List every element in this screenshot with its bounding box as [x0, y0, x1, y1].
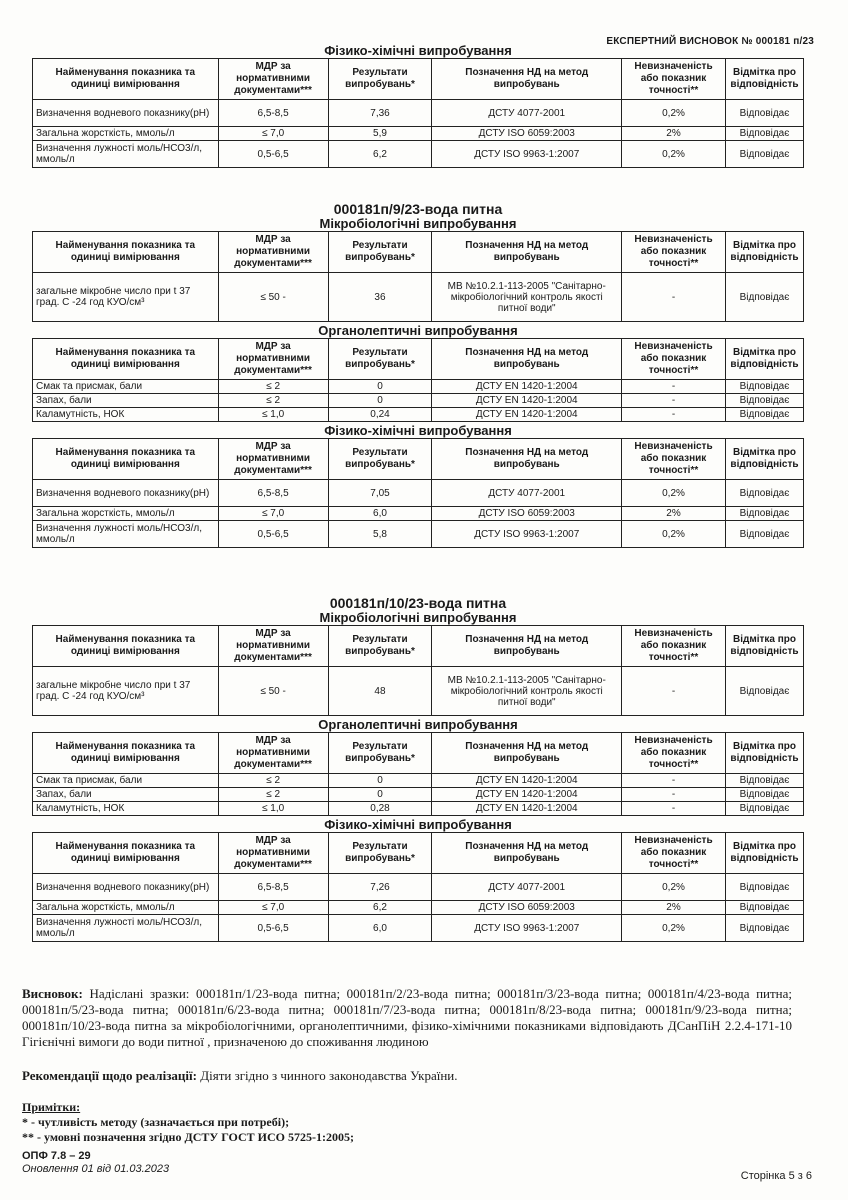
notes-label: Примітки:: [22, 1100, 81, 1114]
section-title-micro: Мікробіологічні випробування: [319, 610, 517, 625]
compliance-cell: Відповідає: [725, 141, 803, 168]
notes: [22, 1100, 792, 1145]
page-number: Сторінка 5 з 6: [740, 1170, 812, 1182]
column-header-result: Результати випробувань*: [328, 339, 432, 380]
table-header-row: [33, 439, 804, 480]
compliance-cell: Відповідає: [725, 915, 803, 942]
result-cell: 5,9: [328, 127, 432, 141]
compliance-cell: Відповідає: [725, 408, 803, 422]
method-cell: ДСТУ 4077-2001: [432, 874, 622, 901]
table-header-row: [33, 733, 804, 774]
table-row: [33, 141, 804, 168]
section-title-physchem: Фізико-хімічні випробування: [324, 423, 512, 438]
indicator-cell: Визначення лужності моль/НСО3/л, ммоль/л: [33, 915, 219, 942]
uncertainty-cell: 0,2%: [622, 874, 726, 901]
indicator-cell: Загальна жорсткість, ммоль/л: [33, 507, 219, 521]
indicator-cell: Визначення водневого показнику(рН): [33, 100, 219, 127]
indicator-cell: загальне мікробне число при t 37 град. С -24 год КУО/см³: [33, 273, 219, 322]
column-header-compliance: Відмітка про відповідність: [725, 59, 803, 100]
recommendation: [22, 1068, 792, 1084]
mdr-cell: 6,5-8,5: [218, 100, 328, 127]
table-header-row: [33, 833, 804, 874]
result-cell: 5,8: [328, 521, 432, 548]
result-cell: 0,28: [328, 802, 432, 816]
indicator-cell: Смак та присмак, бали: [33, 380, 219, 394]
column-header-method: Позначення НД на метод випробувань: [432, 733, 622, 774]
column-header-compliance: Відмітка про відповідність: [725, 439, 803, 480]
column-header-result: Результати випробувань*: [328, 626, 432, 667]
compliance-cell: Відповідає: [725, 788, 803, 802]
column-header-method: Позначення НД на метод випробувань: [432, 59, 622, 100]
column-header-indicator: Найменування показника та одиниці вимірювання: [33, 59, 219, 100]
section-title-micro: Мікробіологічні випробування: [319, 216, 517, 231]
column-header-uncertainty: Невизначеність або показник точності**: [622, 59, 726, 100]
document-header: ЕКСПЕРТНИЙ ВИСНОВОК № 000181 п/23: [606, 36, 814, 47]
column-header-mdr: МДР за нормативними документами***: [218, 232, 328, 273]
column-header-indicator: Найменування показника та одиниці вимірювання: [33, 339, 219, 380]
column-header-result: Результати випробувань*: [328, 833, 432, 874]
sample-title: 000181п/10/23-вода питна: [329, 595, 507, 611]
result-cell: 0: [328, 394, 432, 408]
column-header-mdr: МДР за нормативними документами***: [218, 733, 328, 774]
result-cell: 0: [328, 774, 432, 788]
table-row: [33, 774, 804, 788]
uncertainty-cell: -: [622, 394, 726, 408]
section-title-physchem: Фізико-хімічні випробування: [324, 43, 512, 58]
mdr-cell: ≤ 7,0: [218, 901, 328, 915]
result-cell: 6,2: [328, 901, 432, 915]
uncertainty-cell: 2%: [622, 507, 726, 521]
method-cell: ДСТУ EN 1420-1:2004: [432, 788, 622, 802]
mdr-cell: 0,5-6,5: [218, 141, 328, 168]
indicator-cell: Визначення лужності моль/НСО3/л, ммоль/л: [33, 521, 219, 548]
column-header-mdr: МДР за нормативними документами***: [218, 833, 328, 874]
column-header-uncertainty: Невизначеність або показник точності**: [622, 232, 726, 273]
method-cell: ДСТУ EN 1420-1:2004: [432, 802, 622, 816]
table-row: [33, 901, 804, 915]
section-title-organo: Органолептичні випробування: [318, 323, 518, 338]
column-header-method: Позначення НД на метод випробувань: [432, 232, 622, 273]
uncertainty-cell: 2%: [622, 901, 726, 915]
mdr-cell: ≤ 1,0: [218, 408, 328, 422]
table-row: [33, 667, 804, 716]
compliance-cell: Відповідає: [725, 127, 803, 141]
table-header-row: [33, 626, 804, 667]
footer-form: [22, 1150, 169, 1176]
column-header-result: Результати випробувань*: [328, 439, 432, 480]
sample-10-block: [32, 596, 804, 942]
compliance-cell: Відповідає: [725, 901, 803, 915]
method-cell: ДСТУ ISO 6059:2003: [432, 507, 622, 521]
method-cell: ДСТУ EN 1420-1:2004: [432, 774, 622, 788]
column-header-result: Результати випробувань*: [328, 232, 432, 273]
mdr-cell: 6,5-8,5: [218, 874, 328, 901]
block-physchem-top: [32, 44, 804, 168]
mdr-cell: 6,5-8,5: [218, 480, 328, 507]
compliance-cell: Відповідає: [725, 380, 803, 394]
method-cell: ДСТУ 4077-2001: [432, 100, 622, 127]
compliance-cell: Відповідає: [725, 774, 803, 788]
revision-date: Оновлення 01 від 01.03.2023: [22, 1163, 170, 1175]
table-row: [33, 915, 804, 942]
mdr-cell: ≤ 50 -: [218, 273, 328, 322]
uncertainty-cell: -: [622, 774, 726, 788]
uncertainty-cell: -: [622, 788, 726, 802]
indicator-cell: Визначення водневого показнику(рН): [33, 874, 219, 901]
uncertainty-cell: 0,2%: [622, 141, 726, 168]
table-row: [33, 394, 804, 408]
indicator-cell: Запах, бали: [33, 394, 219, 408]
conclusion: [22, 986, 792, 1050]
result-cell: 6,0: [328, 915, 432, 942]
indicator-cell: загальне мікробне число при t 37 град. С -24 год КУО/см³: [33, 667, 219, 716]
uncertainty-cell: 0,2%: [622, 521, 726, 548]
column-header-mdr: МДР за нормативними документами***: [218, 626, 328, 667]
column-header-mdr: МДР за нормативними документами***: [218, 439, 328, 480]
mdr-cell: ≤ 2: [218, 774, 328, 788]
conclusion-text: Надіслані зразки: 000181п/1/23-вода питна; 000181п/2/23-вода питна; 000181п/3/23-вода питна; 000181п/4/23-вода питна; 000181п/5/23-вода питна; 000181п/6/23-вода питна; 000181п/7/23-вода питна; 000181п/8/23-вода питна; 000181п/9/23-вода питна; 000181п/10/23-вода питна за мікробіологічними, органолептичними, фізико-хімічними показниками відповідають ДСанПіН 2.2.4-171-10 Гігієнічні вимоги до води питної , призначеною до споживання людиною: [22, 986, 793, 1049]
mdr-cell: ≤ 2: [218, 380, 328, 394]
recommendation-label: Рекомендації щодо реалізації:: [22, 1068, 197, 1083]
table-micro-9: [32, 231, 804, 322]
column-header-method: Позначення НД на метод випробувань: [432, 833, 622, 874]
method-cell: ДСТУ ISO 6059:2003: [432, 127, 622, 141]
mdr-cell: ≤ 2: [218, 788, 328, 802]
result-cell: 7,05: [328, 480, 432, 507]
column-header-compliance: Відмітка про відповідність: [725, 833, 803, 874]
table-row: [33, 100, 804, 127]
method-cell: ДСТУ ISO 9963-1:2007: [432, 141, 622, 168]
column-header-uncertainty: Невизначеність або показник точності**: [622, 733, 726, 774]
uncertainty-cell: -: [622, 802, 726, 816]
mdr-cell: 0,5-6,5: [218, 521, 328, 548]
column-header-uncertainty: Невизначеність або показник точності**: [622, 339, 726, 380]
section-title-organo: Органолептичні випробування: [318, 717, 518, 732]
column-header-uncertainty: Невизначеність або показник точності**: [622, 626, 726, 667]
compliance-cell: Відповідає: [725, 521, 803, 548]
result-cell: 48: [328, 667, 432, 716]
method-cell: ДСТУ ISO 6059:2003: [432, 901, 622, 915]
column-header-compliance: Відмітка про відповідність: [725, 626, 803, 667]
mdr-cell: 0,5-6,5: [218, 915, 328, 942]
table-header-row: [33, 59, 804, 100]
table-row: [33, 127, 804, 141]
uncertainty-cell: -: [622, 667, 726, 716]
column-header-compliance: Відмітка про відповідність: [725, 733, 803, 774]
result-cell: 6,2: [328, 141, 432, 168]
result-cell: 0,24: [328, 408, 432, 422]
column-header-indicator: Найменування показника та одиниці вимірювання: [33, 232, 219, 273]
column-header-result: Результати випробувань*: [328, 733, 432, 774]
compliance-cell: Відповідає: [725, 480, 803, 507]
table-organo-10: [32, 732, 804, 816]
column-header-result: Результати випробувань*: [328, 59, 432, 100]
mdr-cell: ≤ 7,0: [218, 507, 328, 521]
indicator-cell: Визначення лужності моль/НСО3/л, ммоль/л: [33, 141, 219, 168]
compliance-cell: Відповідає: [725, 394, 803, 408]
indicator-cell: Каламутність, НОК: [33, 802, 219, 816]
sample-title: 000181п/9/23-вода питна: [333, 201, 503, 217]
table-physchem-9: [32, 438, 804, 548]
result-cell: 6,0: [328, 507, 432, 521]
result-cell: 0: [328, 788, 432, 802]
column-header-indicator: Найменування показника та одиниці вимірювання: [33, 833, 219, 874]
note-item: * - чутливість методу (зазначається при потребі);: [22, 1115, 290, 1129]
indicator-cell: Запах, бали: [33, 788, 219, 802]
sample-9-block: [32, 202, 804, 548]
table-physchem-top: [32, 58, 804, 168]
column-header-method: Позначення НД на метод випробувань: [432, 626, 622, 667]
mdr-cell: ≤ 50 -: [218, 667, 328, 716]
uncertainty-cell: -: [622, 273, 726, 322]
mdr-cell: ≤ 2: [218, 394, 328, 408]
uncertainty-cell: 0,2%: [622, 480, 726, 507]
method-cell: МВ №10.2.1-113-2005 "Санітарно-мікробіологічний контроль якості питної води": [432, 667, 622, 716]
uncertainty-cell: 0,2%: [622, 100, 726, 127]
recommendation-text: Діяти згідно з чинного законодавства України.: [200, 1068, 458, 1083]
result-cell: 7,36: [328, 100, 432, 127]
table-row: [33, 788, 804, 802]
compliance-cell: Відповідає: [725, 507, 803, 521]
method-cell: ДСТУ ISO 9963-1:2007: [432, 521, 622, 548]
section-title-physchem: Фізико-хімічні випробування: [324, 817, 512, 832]
method-cell: ДСТУ ISO 9963-1:2007: [432, 915, 622, 942]
column-header-compliance: Відмітка про відповідність: [725, 232, 803, 273]
table-micro-10: [32, 625, 804, 716]
table-organo-9: [32, 338, 804, 422]
uncertainty-cell: 0,2%: [622, 915, 726, 942]
indicator-cell: Каламутність, НОК: [33, 408, 219, 422]
table-row: [33, 521, 804, 548]
table-header-row: [33, 339, 804, 380]
column-header-uncertainty: Невизначеність або показник точності**: [622, 833, 726, 874]
method-cell: ДСТУ EN 1420-1:2004: [432, 408, 622, 422]
form-code: ОПФ 7.8 – 29: [22, 1150, 91, 1162]
result-cell: 0: [328, 380, 432, 394]
method-cell: МВ №10.2.1-113-2005 "Санітарно-мікробіологічний контроль якості питної води": [432, 273, 622, 322]
table-row: [33, 408, 804, 422]
column-header-indicator: Найменування показника та одиниці вимірювання: [33, 626, 219, 667]
table-row: [33, 802, 804, 816]
mdr-cell: ≤ 1,0: [218, 802, 328, 816]
indicator-cell: Загальна жорсткість, ммоль/л: [33, 127, 219, 141]
mdr-cell: ≤ 7,0: [218, 127, 328, 141]
uncertainty-cell: -: [622, 380, 726, 394]
conclusion-label: Висновок:: [22, 986, 83, 1001]
compliance-cell: Відповідає: [725, 273, 803, 322]
compliance-cell: Відповідає: [725, 802, 803, 816]
method-cell: ДСТУ 4077-2001: [432, 480, 622, 507]
compliance-cell: Відповідає: [725, 667, 803, 716]
indicator-cell: Визначення водневого показнику(рН): [33, 480, 219, 507]
result-cell: 36: [328, 273, 432, 322]
column-header-compliance: Відмітка про відповідність: [725, 339, 803, 380]
method-cell: ДСТУ EN 1420-1:2004: [432, 394, 622, 408]
column-header-indicator: Найменування показника та одиниці вимірювання: [33, 439, 219, 480]
column-header-method: Позначення НД на метод випробувань: [432, 339, 622, 380]
column-header-mdr: МДР за нормативними документами***: [218, 339, 328, 380]
uncertainty-cell: 2%: [622, 127, 726, 141]
column-header-mdr: МДР за нормативними документами***: [218, 59, 328, 100]
indicator-cell: Загальна жорсткість, ммоль/л: [33, 901, 219, 915]
column-header-indicator: Найменування показника та одиниці вимірювання: [33, 733, 219, 774]
table-row: [33, 480, 804, 507]
compliance-cell: Відповідає: [725, 874, 803, 901]
column-header-uncertainty: Невизначеність або показник точності**: [622, 439, 726, 480]
table-physchem-10: [32, 832, 804, 942]
table-row: [33, 874, 804, 901]
note-item: ** - умовні позначення згідно ДСТУ ГОСТ ИСО 5725-1:2005;: [22, 1130, 354, 1144]
compliance-cell: Відповідає: [725, 100, 803, 127]
table-row: [33, 380, 804, 394]
table-row: [33, 507, 804, 521]
column-header-method: Позначення НД на метод випробувань: [432, 439, 622, 480]
table-header-row: [33, 232, 804, 273]
table-row: [33, 273, 804, 322]
result-cell: 7,26: [328, 874, 432, 901]
uncertainty-cell: -: [622, 408, 726, 422]
indicator-cell: Смак та присмак, бали: [33, 774, 219, 788]
method-cell: ДСТУ EN 1420-1:2004: [432, 380, 622, 394]
